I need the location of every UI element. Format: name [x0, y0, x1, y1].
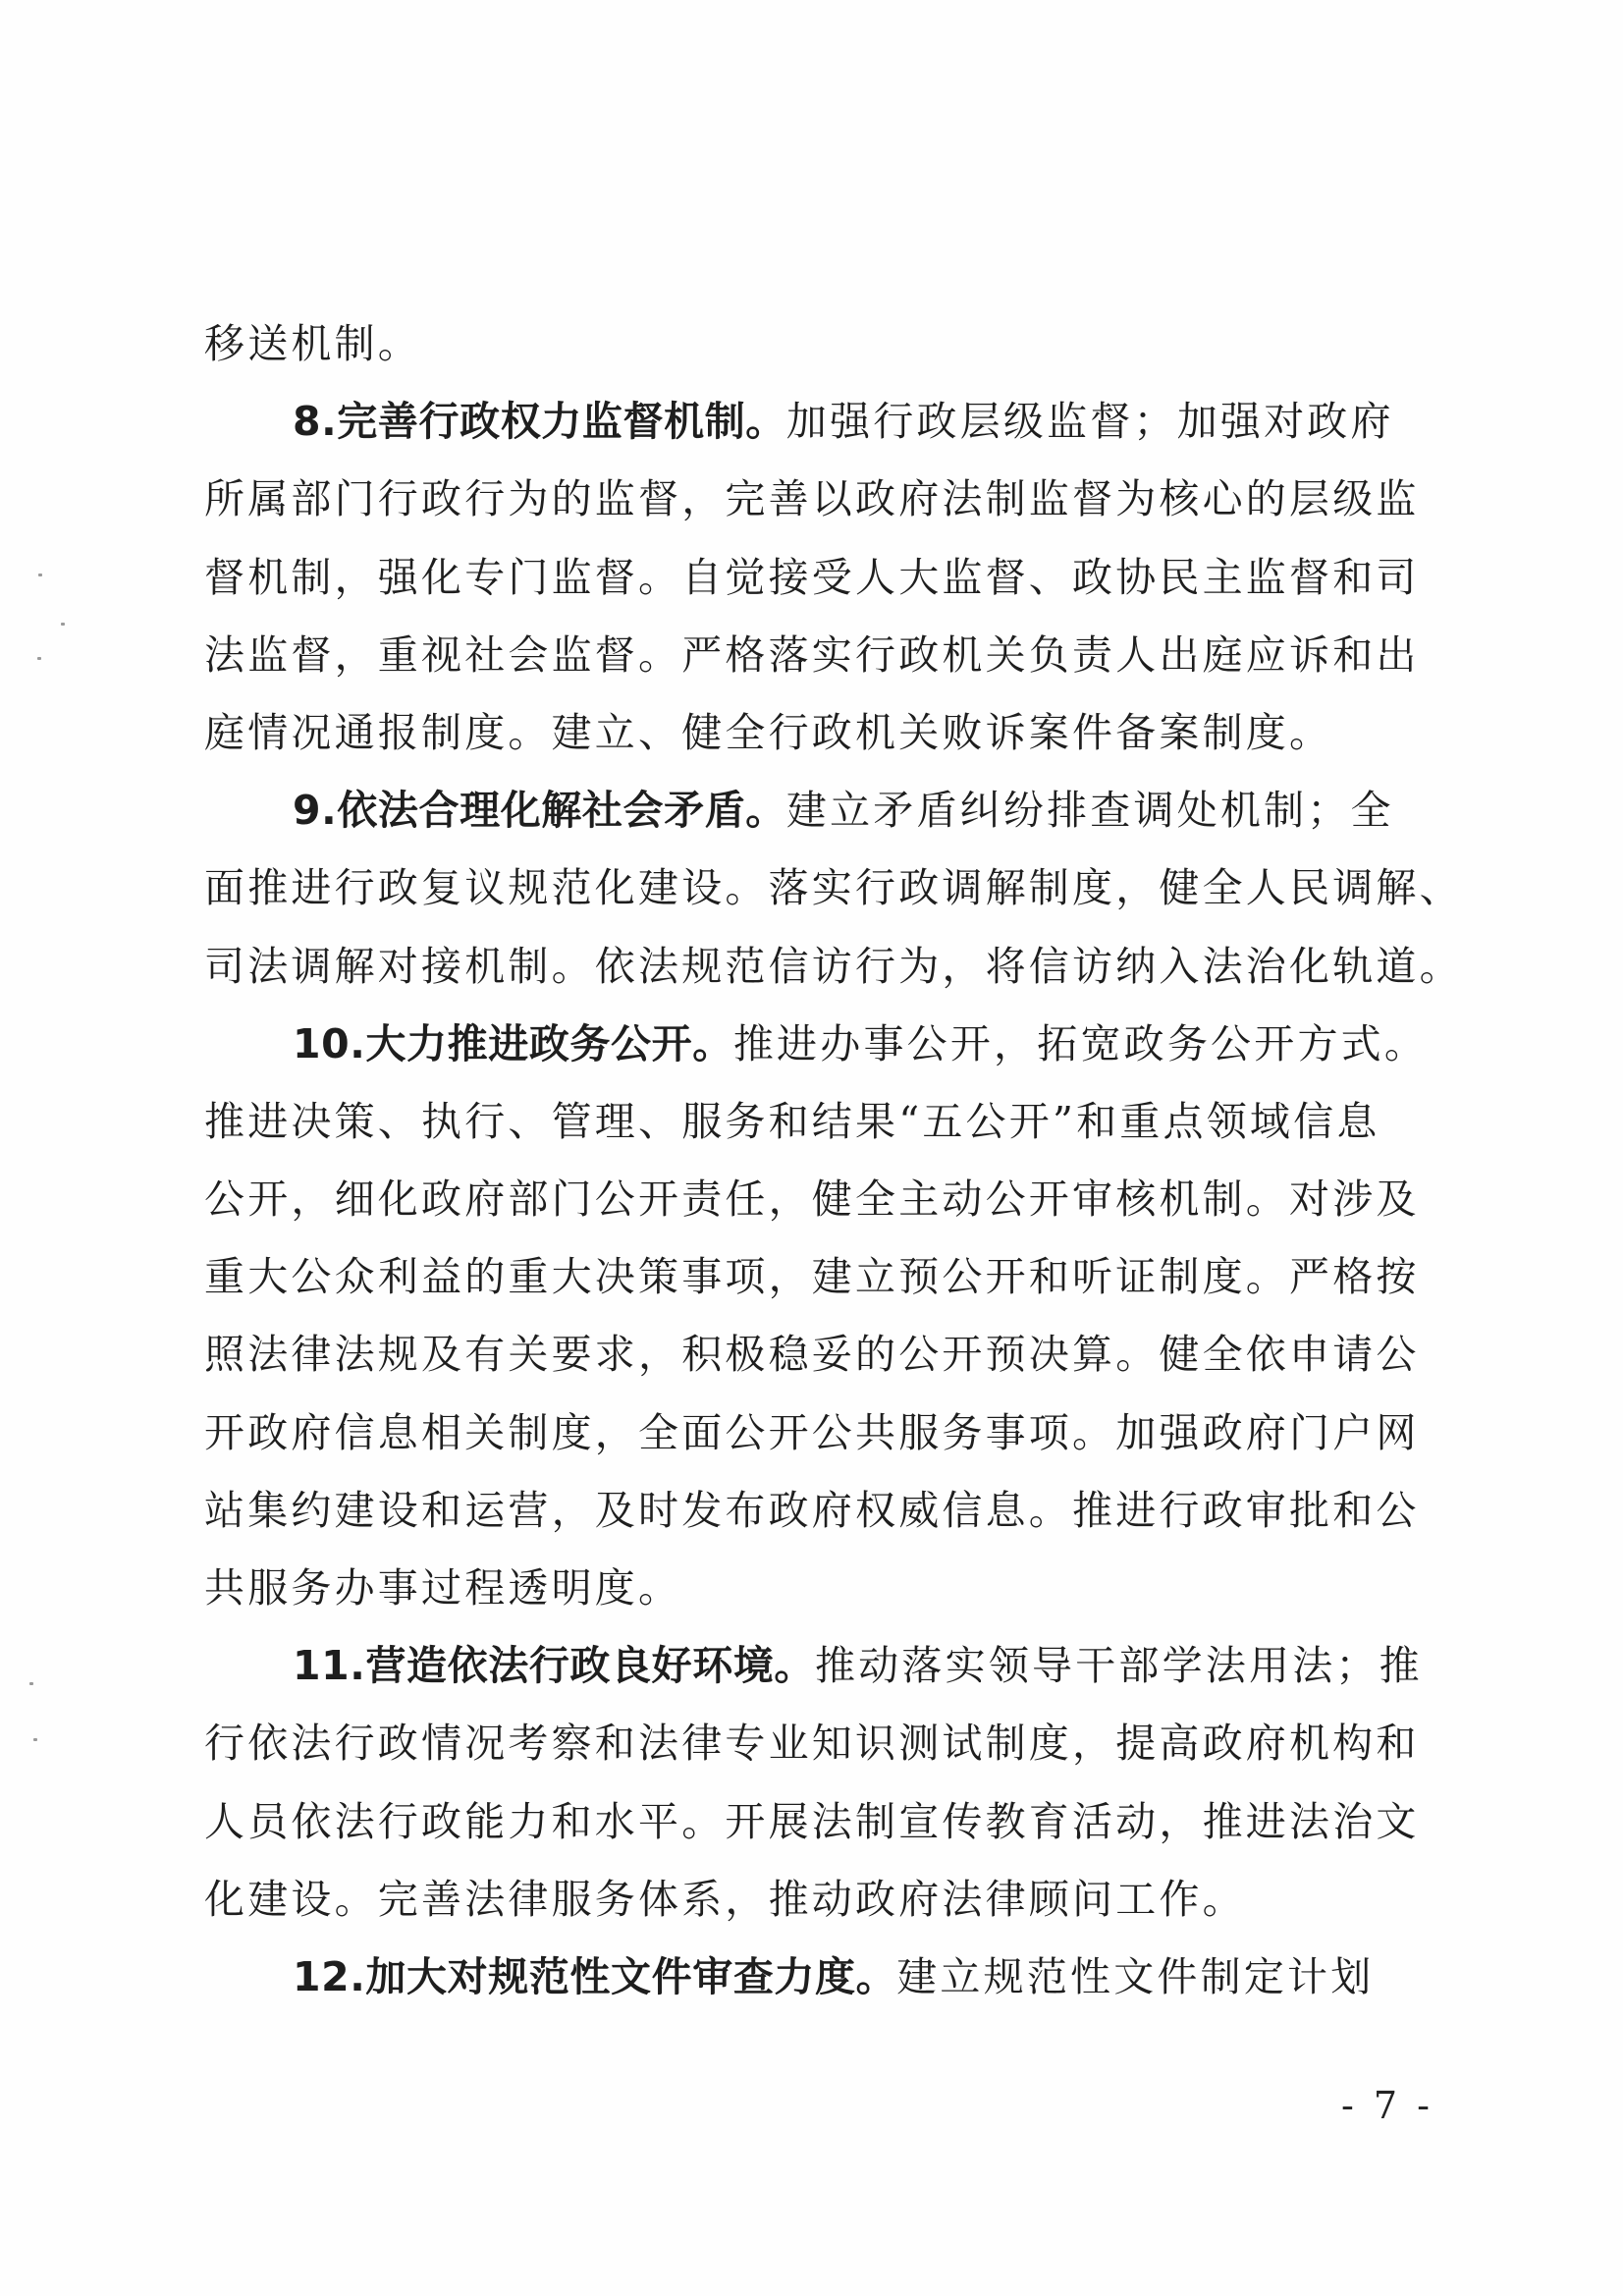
scan-speck [37, 657, 41, 660]
section-heading: 9.依法合理化解社会矛盾。 [293, 787, 786, 835]
body-text: 重大公众利益的重大决策事项，建立预公开和听证制度。严格按 [204, 1253, 1420, 1301]
paragraph-line [204, 1712, 1432, 1789]
paragraph-line [204, 624, 1432, 701]
section-12-heading-line [204, 1945, 1432, 2023]
section-heading: 8.完善行政权力监督机制。 [293, 398, 786, 446]
section-heading: 11.营造依法行政良好环境。 [293, 1642, 816, 1690]
body-text: 化建设。完善法律服务体系，推动政府法律顾问工作。 [204, 1875, 1246, 1923]
page-number: - 7 - [1341, 2084, 1434, 2127]
paragraph-line [204, 1090, 1432, 1168]
body-text: 司法调解对接机制。依法规范信访行为，将信访纳入法治化轨道。 [204, 942, 1463, 990]
paragraph-line [204, 1790, 1432, 1868]
body-text: 行依法行政情况考察和法律专业知识测试制度，提高政府机构和 [204, 1720, 1420, 1768]
section-heading: 10.大力推进政务公开。 [293, 1019, 733, 1067]
body-text: 公开，细化政府部门公开责任，健全主动公开审核机制。对涉及 [204, 1175, 1420, 1224]
section-heading: 12.加大对规范性文件审查力度。 [293, 1952, 897, 2000]
body-text: 庭情况通报制度。建立、健全行政机关败诉案件备案制度。 [204, 708, 1333, 756]
body-text: 所属部门行政行为的监督，完善以政府法制监督为核心的层级监 [204, 475, 1420, 523]
paragraph-line [204, 1479, 1432, 1557]
scan-speck [33, 1738, 37, 1741]
paragraph-line [204, 1557, 1432, 1634]
body-text: 法监督，重视社会监督。严格落实行政机关负责人出庭应诉和出 [204, 630, 1420, 679]
body-text: 面推进行政复议规范化建设。落实行政调解制度，健全人民调解、 [204, 864, 1463, 912]
section-11-heading-line [204, 1634, 1432, 1712]
paragraph-line [204, 935, 1463, 1012]
body-text: 站集约建设和运营，及时发布政府权威信息。推进行政审批和公 [204, 1486, 1420, 1534]
body-text: 加强行政层级监督；加强对政府 [785, 398, 1394, 446]
section-10-heading-line [204, 1012, 1432, 1090]
body-text: 照法律法规及有关要求，积极稳妥的公开预决算。健全依申请公 [204, 1331, 1420, 1379]
paragraph-line [204, 1245, 1432, 1323]
body-text: 建立规范性文件制定计划 [896, 1952, 1375, 2000]
body-text: 开政府信息相关制度，全面公开公共服务事项。加强政府门户网 [204, 1408, 1420, 1456]
paragraph-line [204, 312, 1432, 390]
paragraph-line [204, 856, 1463, 934]
scan-speck [61, 623, 65, 626]
body-text: 移送机制。 [204, 320, 421, 367]
paragraph-line [204, 1323, 1432, 1400]
body-text: 推进决策、执行、管理、服务和结果“五公开”和重点领域信息 [204, 1097, 1380, 1145]
scan-speck [29, 1682, 33, 1685]
body-text: 共服务办事过程透明度。 [204, 1564, 682, 1612]
paragraph-line [204, 546, 1432, 624]
section-8-heading-line [204, 390, 1432, 467]
paragraph-line [204, 1401, 1432, 1479]
document-body [204, 312, 1463, 2023]
body-text: 人员依法行政能力和水平。开展法制宣传教育活动，推进法治文 [204, 1797, 1420, 1845]
paragraph-line [204, 467, 1432, 545]
body-text: 督机制，强化专门监督。自觉接受人大监督、政协民主监督和司 [204, 553, 1420, 601]
body-text: 建立矛盾纠纷排查调处机制；全 [785, 787, 1394, 835]
paragraph-line [204, 1868, 1432, 1945]
scan-speck [38, 574, 42, 576]
body-text: 推进办事公开，拓宽政务公开方式。 [732, 1019, 1429, 1067]
paragraph-line [204, 1168, 1432, 1245]
paragraph-line [204, 701, 1432, 779]
body-text: 推动落实领导干部学法用法；推 [815, 1642, 1423, 1690]
section-9-heading-line [204, 779, 1432, 856]
